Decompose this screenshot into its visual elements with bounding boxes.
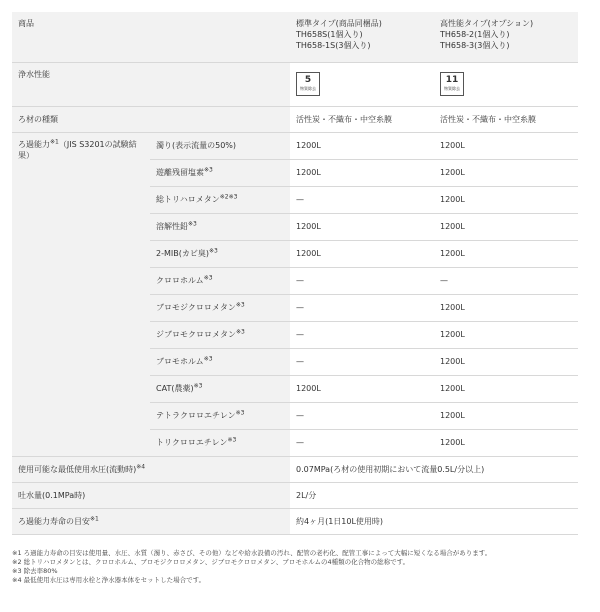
filter-media-label: ろ材の種類	[12, 106, 290, 132]
flow-row	[12, 482, 578, 508]
capacity-item: ジブロモクロロメタン$^{※3}$	[150, 321, 290, 348]
capacity-item: テトラクロロエチレン$^{※3}$	[150, 402, 290, 429]
capacity-item: 遊離残留塩素$^{※3}$	[150, 159, 290, 186]
capacity-item: クロロホルム$^{※3}$	[150, 267, 290, 294]
capacity-high: 1200L	[434, 186, 578, 213]
capacity-item: 2-MIB(カビ臭)$^{※3}$	[150, 240, 290, 267]
header-row	[12, 12, 578, 62]
footnote: ※2 総トリハロメタンとは、クロロホルム、ブロモジクロロメタン、ジブロモクロロメタン、ブロモホルムの4種類の化合物の総称です。	[12, 557, 410, 566]
footnote: ※4 最低使用水圧は専用水栓と浄水器本体をセットした場合です。	[12, 575, 206, 584]
high-performance-type-header: 高性能タイプ(オプション) TH658-2(1個入り) TH658-3(3個入り)	[434, 12, 578, 62]
capacity-standard: —	[290, 294, 434, 321]
capacity-standard: —	[290, 321, 434, 348]
capacity-high: 1200L	[434, 402, 578, 429]
purification-high	[434, 62, 578, 106]
life-label: ろ過能力寿命の目安$^{※1}$	[12, 508, 290, 534]
capacity-row	[12, 132, 578, 159]
capacity-item: ブロモジクロロメタン$^{※3}$	[150, 294, 290, 321]
life-row	[12, 508, 578, 534]
life-value: 約4ヶ月(1日10L使用時)	[290, 508, 578, 534]
filter-media-standard: 活性炭・不織布・中空糸膜	[290, 106, 434, 132]
capacity-item: 溶解性鉛$^{※3}$	[150, 213, 290, 240]
capacity-high: 1200L	[434, 213, 578, 240]
spec-table	[12, 12, 578, 535]
product-label: 商品	[12, 12, 290, 62]
capacity-high: —	[434, 267, 578, 294]
capacity-standard: —	[290, 402, 434, 429]
capacity-standard: —	[290, 267, 434, 294]
purification-row	[12, 62, 578, 106]
purification-standard	[290, 62, 434, 106]
capacity-item: 濁り(表示流量の50%)	[150, 132, 290, 159]
capacity-standard: 1200L	[290, 240, 434, 267]
capacity-standard: 1200L	[290, 159, 434, 186]
capacity-standard: —	[290, 348, 434, 375]
capacity-high: 1200L	[434, 240, 578, 267]
capacity-standard: 1200L	[290, 132, 434, 159]
pressure-row	[12, 456, 578, 482]
capacity-standard: 1200L	[290, 375, 434, 402]
capacity-high: 1200L	[434, 159, 578, 186]
capacity-standard: —	[290, 429, 434, 456]
footnotes	[12, 549, 588, 585]
flow-value: 2L/分	[290, 482, 578, 508]
pressure-label: 使用可能な最低使用水圧(流動時)$^{※4}$	[12, 456, 290, 482]
flow-label: 吐水量(0.1MPa時)	[12, 482, 290, 508]
capacity-high: 1200L	[434, 294, 578, 321]
capacity-high: 1200L	[434, 348, 578, 375]
purification-label: 浄水性能	[12, 62, 290, 106]
filter-media-row	[12, 106, 578, 132]
capacity-standard: 1200L	[290, 213, 434, 240]
capacity-item: CAT(農薬)$^{※3}$	[150, 375, 290, 402]
spec-sheet	[12, 12, 588, 585]
footnote: ※1 ろ過能力寿命の目安は使用量、水圧、水質（濁り、赤さび、その他）などや給水設備の汚れ、配管の老朽化、配管工事によって大幅に短くなる場合があります。	[12, 548, 492, 557]
capacity-item: 総トリハロメタン$^{※2※3}$	[150, 186, 290, 213]
footnote: ※3 除去率80%	[12, 566, 58, 575]
filter-media-high: 活性炭・不織布・中空糸膜	[434, 106, 578, 132]
substance-count-badge: 5 物質除去	[296, 72, 320, 96]
pressure-value: 0.07MPa(ろ材の使用初期において流量0.5L/分以上)	[290, 456, 578, 482]
substance-count-badge: 11 物質除去	[440, 72, 464, 96]
capacity-item: トリクロロエチレン$^{※3}$	[150, 429, 290, 456]
capacity-high: 1200L	[434, 375, 578, 402]
capacity-item: ブロモホルム$^{※3}$	[150, 348, 290, 375]
capacity-high: 1200L	[434, 321, 578, 348]
standard-type-header: 標準タイプ(商品同梱品) TH658S(1個入り) TH658-1S(3個入り)	[290, 12, 434, 62]
capacity-standard: —	[290, 186, 434, 213]
capacity-high: 1200L	[434, 132, 578, 159]
capacity-high: 1200L	[434, 429, 578, 456]
capacity-label: ろ過能力$^{※1}$（JIS S3201の試験結果）	[12, 132, 150, 456]
